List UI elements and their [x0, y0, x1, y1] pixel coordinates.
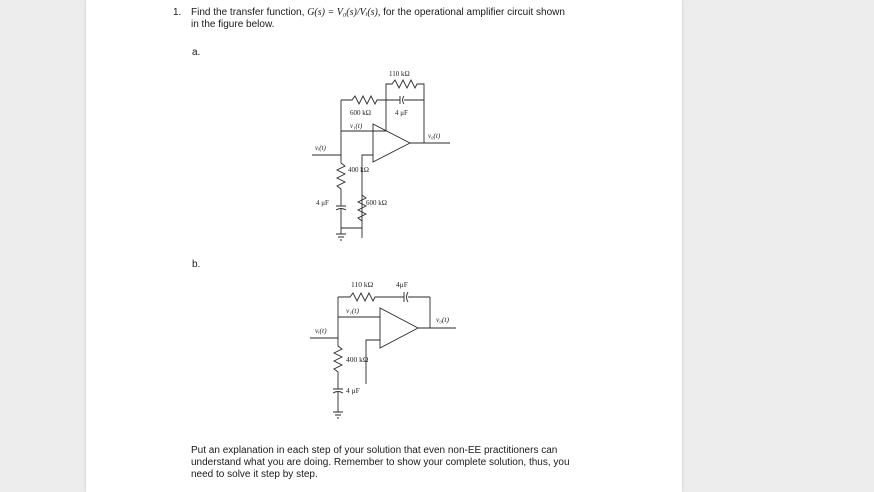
label-b-v1: v₁(t) [346, 306, 360, 315]
label-a-4uf-top: 4 μF [395, 109, 408, 117]
label-b-400k: 400 kΩ [346, 355, 369, 364]
label-b-110k: 110 kΩ [351, 280, 374, 289]
question-number: 1. [173, 7, 182, 18]
label-a-110k: 110 kΩ [389, 70, 410, 78]
circuit-a-resistor-400k [337, 155, 345, 200]
label-b-vi: vᵢ(t) [315, 326, 327, 335]
label-a-vi: vᵢ(t) [315, 144, 326, 152]
part-b-label: b. [192, 259, 201, 270]
part-a-label: a. [192, 47, 201, 58]
question-line-1-suffix: for the operational amplifier circuit shown [383, 7, 565, 18]
question-line-2: in the figure below. [191, 19, 275, 30]
circuit-a-resistor-110k [386, 80, 424, 100]
label-a-600k: 600 kΩ [350, 109, 371, 117]
circuit-b-capacitor-4uf-top [386, 292, 430, 302]
footer-line-3: need to solve it step by step. [191, 469, 318, 480]
circuit-b-resistor-400k [334, 338, 342, 382]
label-a-v1: v₁(t) [350, 122, 363, 130]
circuit-a-capacitor-4uf-top [386, 96, 424, 104]
label-a-600k-bottom: 600 kΩ [366, 199, 387, 207]
question-line-1-prefix: Find the transfer function, [191, 7, 305, 18]
transfer-function-formula: G(s) = V₀(s)/Vᵢ(s), [307, 7, 381, 18]
label-a-400k: 400 kΩ [348, 166, 369, 174]
circuit-b [310, 292, 456, 418]
footer-line-1: Put an explanation in each step of your solution that even non-EE practitioners can [191, 445, 558, 456]
circuit-b-ground [333, 406, 343, 418]
footer-line-2: understand what you are doing. Remember to show your complete solution, thus, you [191, 457, 570, 468]
circuit-b-resistor-110k [338, 293, 386, 301]
circuit-a-ground [336, 228, 346, 240]
circuit-b-capacitor-4uf-left [333, 382, 343, 406]
circuit-a-opamp [373, 124, 410, 162]
circuit-a [312, 80, 450, 240]
label-a-vo: v₀(t) [428, 132, 441, 140]
circuit-a-capacitor-4uf-left [336, 200, 346, 228]
circuit-a-resistor-600k [341, 96, 386, 104]
label-b-4uf-left: 4 μF [346, 386, 360, 395]
circuit-b-opamp [380, 308, 418, 348]
label-b-4uf-top: 4μF [396, 280, 408, 289]
label-a-4uf-left: 4 μF [316, 199, 329, 207]
label-b-vo: v₀(t) [436, 315, 450, 324]
